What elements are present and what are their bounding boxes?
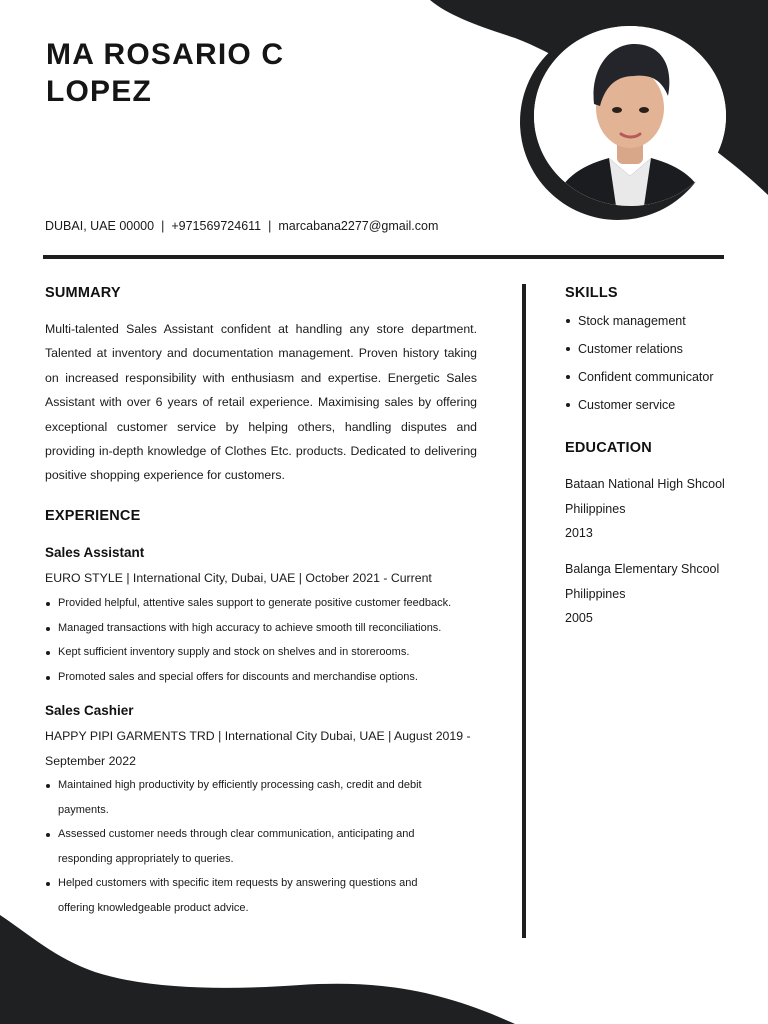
job-bullets-sales-assistant: [45, 591, 485, 689]
candidate-name: [46, 36, 466, 110]
skill-item: Confident communicator: [565, 366, 713, 394]
summary-text: Multi-talented Sales Assistant confident at handling any store department. Talented at inventory and documentation management. Proven history taking on increased responsibility with enthusiasm and expertise. Energetic Sales Assistant with over 6 years of retail experience. Maximising sales by offering exceptional customer service by helping others, handling disputes and providing in-depth knowledge of Clothes Etc. products. Dedicated to delivering positive shopping experience for customers.: [45, 322, 477, 483]
contact-separator: |: [161, 219, 165, 233]
job-meta-line-2: September 2022: [45, 753, 136, 768]
profile-photo: [534, 26, 726, 206]
name-line-2: LOPEZ: [46, 75, 153, 108]
skills-heading: SKILLS: [565, 285, 618, 301]
column-divider: [522, 284, 526, 938]
job-bullets-sales-cashier: [45, 773, 485, 920]
name-line-1: MA ROSARIO C: [46, 38, 285, 71]
skill-item: Stock management: [565, 310, 713, 338]
education-school: Balanga Elementary Shcool: [565, 562, 720, 576]
list-item-line-1: Helped customers with specific item requests by answering questions and: [58, 877, 418, 889]
education-year: 2005: [565, 611, 593, 625]
education-year: 2013: [565, 526, 593, 540]
contact-email: marcabana2277@gmail.com: [278, 219, 439, 233]
list-item-line-2: responding appropriately to queries.: [58, 852, 234, 865]
skills-list: [565, 310, 713, 422]
job-meta-sales-cashier: [45, 724, 485, 773]
list-item-line-2: offering knowledgeable product advice.: [58, 901, 249, 914]
list-item: [45, 871, 485, 920]
list-item: Managed transactions with high accuracy to achieve smooth till reconciliations.: [45, 616, 485, 641]
education-country: Philippines: [565, 501, 626, 516]
job-title-sales-cashier: Sales Cashier: [45, 703, 134, 718]
list-item: [45, 822, 485, 871]
job-title-sales-assistant: Sales Assistant: [45, 545, 145, 560]
header-divider: [43, 255, 724, 259]
experience-heading: EXPERIENCE: [45, 508, 141, 524]
list-item-line-1: Assessed customer needs through clear communication, anticipating and: [58, 828, 415, 840]
skill-item: Customer relations: [565, 338, 713, 366]
education-heading: EDUCATION: [565, 440, 652, 456]
contact-phone: +971569724611: [171, 219, 262, 233]
list-item-line-1: Maintained high productivity by efficiently processing cash, credit and debit: [58, 779, 422, 791]
summary-heading: SUMMARY: [45, 285, 121, 301]
education-country: Philippines: [565, 586, 626, 601]
list-item: Kept sufficient inventory supply and stock on shelves and in storerooms.: [45, 640, 485, 665]
contact-address: DUBAI, UAE 00000: [45, 219, 155, 233]
list-item: Promoted sales and special offers for discounts and merchandise options.: [45, 665, 485, 690]
list-item: [45, 773, 485, 822]
education-entry: [565, 557, 755, 631]
contact-line: [45, 218, 505, 234]
list-item: Provided helpful, attentive sales support to generate positive customer feedback.: [45, 591, 485, 616]
education-entry: [565, 472, 755, 546]
job-meta-line-1: HAPPY PIPI GARMENTS TRD | International City Dubai, UAE | August 2019 -: [45, 729, 471, 743]
job-meta-sales-assistant: EURO STYLE | International City, Dubai, UAE | October 2021 - Current: [45, 571, 432, 585]
list-item-line-2: payments.: [58, 803, 109, 816]
contact-separator: |: [268, 219, 272, 233]
education-school: Bataan National High Shcool: [565, 477, 725, 491]
skill-item: Customer service: [565, 394, 713, 422]
